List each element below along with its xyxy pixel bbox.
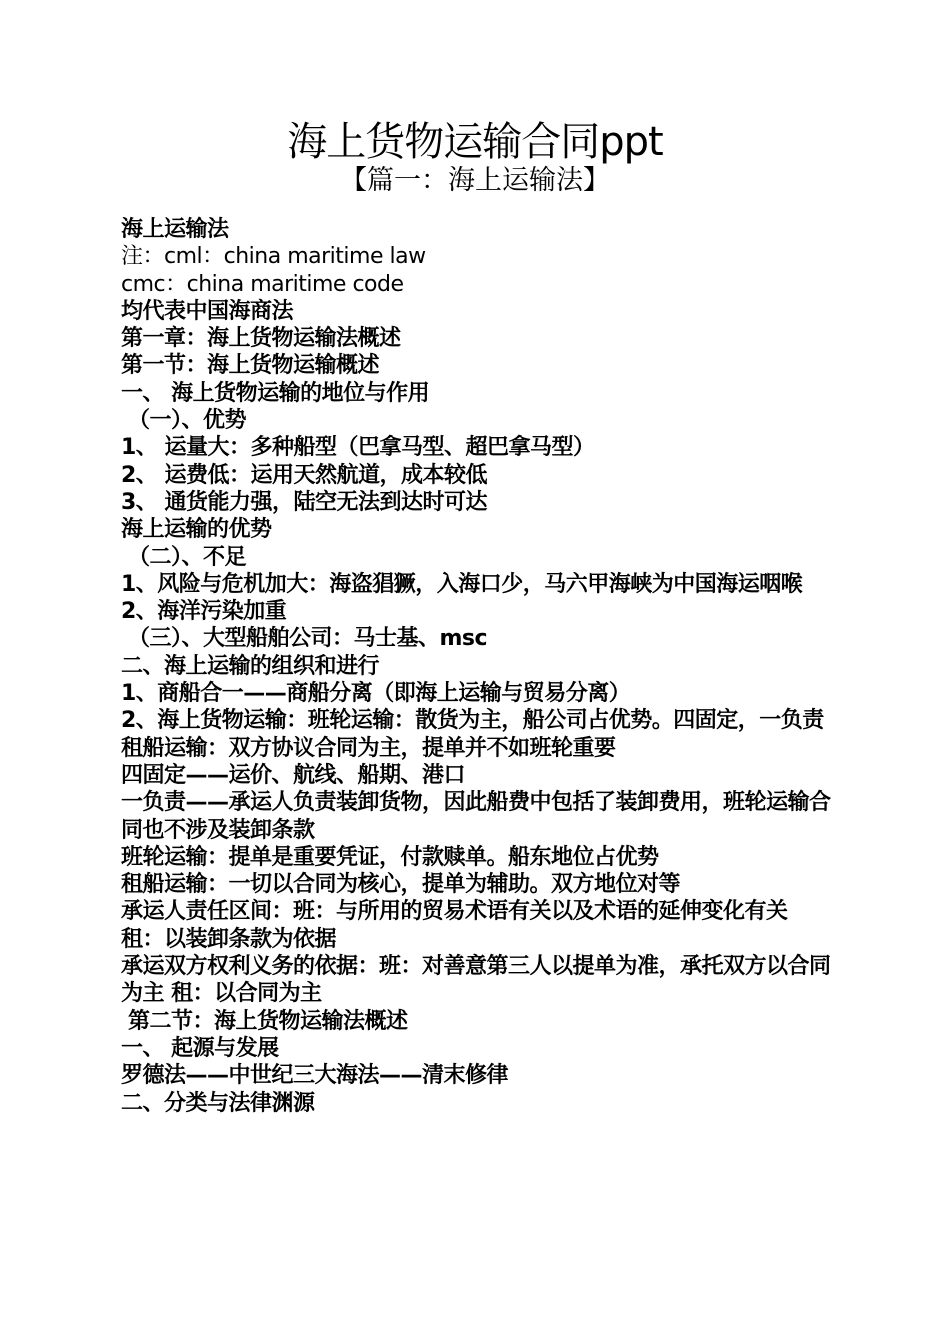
text-line: 租船运输：双方协议合同为主，提单并不如班轮重要 xyxy=(121,735,616,761)
text-line: 第二节：海上货物运输法概述 xyxy=(128,1008,408,1034)
text-line: 均代表中国海商法 xyxy=(121,298,294,324)
text-line: 四固定——运价、航线、船期、港口 xyxy=(121,762,466,788)
text-line: 海上运输的优势 xyxy=(121,517,272,543)
text-line: 罗德法——中世纪三大海法——清末修律 xyxy=(121,1063,509,1089)
text-line: 二、海上运输的组织和进行 xyxy=(121,653,380,679)
text-line: （二）、不足 xyxy=(128,544,247,570)
text-line: （三）、大型船舶公司：马士基、msc xyxy=(128,626,488,652)
document-title: 海上货物运输合同ppt xyxy=(287,119,663,165)
text-line: 一、 海上货物运输的地位与作用 xyxy=(121,380,430,406)
text-line: 1、商船合一——商船分离（即海上运输与贸易分离） xyxy=(121,681,631,707)
text-line: 海上运输法 xyxy=(121,217,229,242)
text-line: 注：cml：china maritime law xyxy=(121,244,426,270)
text-line: 第一节：海上货物运输概述 xyxy=(121,353,380,379)
text-line: 2、海上货物运输：班轮运输：散货为主，船公司占优势。四固定，一负责 xyxy=(121,708,824,734)
text-line: 第一章：海上货物运输法概述 xyxy=(121,326,401,352)
text-line: cmc：china maritime code xyxy=(121,271,404,297)
text-line: 一、 起源与发展 xyxy=(121,1035,279,1061)
document-body xyxy=(116,216,836,1117)
text-line: 承运人责任区间：班：与所用的贸易术语有关以及术语的延伸变化有关 xyxy=(121,899,788,925)
text-line: 3、 通货能力强，陆空无法到达时可达 xyxy=(121,489,487,515)
text-line: 2、 运费低：运用天然航道，成本较低 xyxy=(121,462,487,488)
text-line: 班轮运输：提单是重要凭证，付款赎单。船东地位占优势 xyxy=(121,844,659,870)
text-line: 2、海洋污染加重 xyxy=(121,599,287,625)
document-subtitle: 【篇一：海上运输法】 xyxy=(340,165,610,196)
text-line: 一负责——承运人负责装卸货物，因此船费中包括了装卸费用，班轮运输合同也不涉及装卸条款 xyxy=(121,790,831,843)
text-line: 二、分类与法律渊源 xyxy=(121,1090,315,1116)
text-line: 1、 运量大：多种船型（巴拿马型、超巴拿马型） xyxy=(121,435,595,461)
text-line: 1、风险与危机加大：海盗猖獗，入海口少，马六甲海峡为中国海运咽喉 xyxy=(121,571,803,597)
text-line: 租：以装卸条款为依据 xyxy=(121,926,337,952)
text-line: 租船运输：一切以合同为核心，提单为辅助。双方地位对等 xyxy=(121,872,681,898)
text-line: （一）、优势 xyxy=(128,408,247,434)
text-line: 承运双方权利义务的依据：班：对善意第三人以提单为准，承托双方以合同为主 租：以合同为主 xyxy=(121,954,831,1007)
